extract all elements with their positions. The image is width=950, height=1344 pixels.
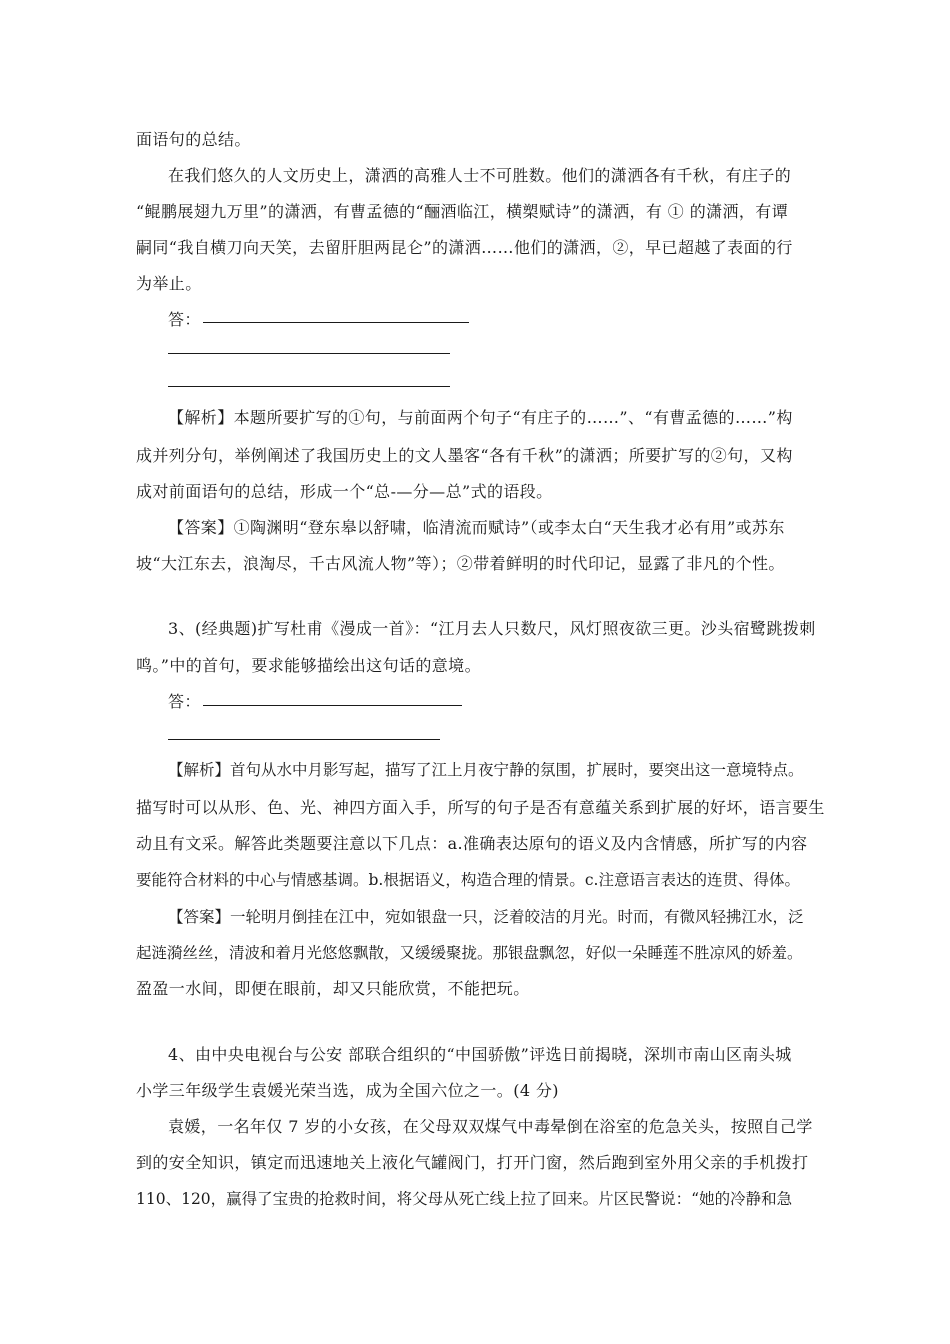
answer-line: 盈盈一水间，即便在眼前，却又只能欣赏，不能把玩。 xyxy=(136,979,530,998)
analysis-line: 【解析】本题所要扩写的①句，与前面两个句子“有庄子的……”、“有曹孟德的……”构 xyxy=(168,408,793,427)
answer-label: 答： xyxy=(168,310,201,329)
question-line: 3、(经典题)扩写杜甫《漫成一首》：“江月去人只数尺，风灯照夜欲三更。沙头宿鹭跳拨刺 xyxy=(168,619,816,638)
passage-line: 到的安全知识，镇定而迅速地关上液化气罐阀门，打开门窗，然后跑到室外用父亲的手机拨打 xyxy=(136,1153,809,1172)
analysis-line: 描写时可以从形、色、光、神四方面入手，所写的句子是否有意蕴关系到扩展的好坏，语言要生 xyxy=(136,798,825,817)
analysis-line: 成对前面语句的总结，形成一个“总-—分—总”式的语段。 xyxy=(136,482,553,501)
analysis-line: 动且有文采。解答此类题要注意以下几点：a.准确表达原句的语义及内含情感，所扩写的内容 xyxy=(136,834,808,853)
text-line: 为举止。 xyxy=(136,274,202,293)
text-line: 在我们悠久的人文历史上，潇洒的高雅人士不可胜数。他们的潇洒各有千秋，有庄子的 xyxy=(168,166,792,185)
analysis-line: 成并列分句，举例阐述了我国历史上的文人墨客“各有千秋”的潇洒；所要扩写的②句，又构 xyxy=(136,446,793,465)
answer-blank xyxy=(168,386,450,387)
text-line: 面语句的总结。 xyxy=(136,130,251,149)
passage-line: 袁媛，一名年仅 7 岁的小女孩，在父母双双煤气中毒晕倒在浴室的危急关头，按照自己学 xyxy=(168,1117,813,1136)
answer-line: 起涟漪丝丝，清波和着月光悠悠飘散，又缓缓聚拢。那银盘飘忽，好似一朵睡莲不胜凉风的娇羞。 xyxy=(136,944,803,962)
analysis-line: 【解析】首句从水中月影写起，描写了江上月夜宁静的氛围，扩展时，要突出这一意境特点。 xyxy=(168,761,804,779)
text-line: “鲲鹏展翅九万里”的潇洒，有曹孟德的“酾酒临江，横槊赋诗”的潇洒，有 ① 的潇洒，有谭 xyxy=(136,202,789,221)
question-line: 小学三年级学生袁媛光荣当选，成为全国六位之一。(4 分) xyxy=(136,1081,559,1100)
text-line: 嗣同“我自横刀向天笑，去留肝胆两昆仑”的潇洒……他们的潇洒，②，早已超越了表面的行 xyxy=(136,238,793,257)
answer-blank xyxy=(168,739,440,740)
answer-blank xyxy=(203,705,462,706)
analysis-line: 要能符合材料的中心与情感基调。b.根据语义，构造合理的情景。c.注意语言表达的连贯、得体。 xyxy=(136,871,800,889)
answer-blank xyxy=(168,353,450,354)
answer-line: 【答案】①陶渊明“登东皋以舒啸，临清流而赋诗”（或李太白“天生我才必有用”或苏东 xyxy=(168,518,785,537)
answer-line: 坡“大江东去，浪淘尽，千古风流人物”等）；②带着鲜明的时代印记，显露了非凡的个性。 xyxy=(136,554,785,573)
answer-line: 【答案】一轮明月倒挂在江中，宛如银盘一只，泛着皎洁的月光。时而，有微风轻拂江水，泛 xyxy=(168,908,804,926)
question-line: 4、由中央电视台与公安 部联合组织的“中国骄傲”评选日前揭晓，深圳市南山区南头城 xyxy=(168,1045,792,1064)
passage-line: 110、120，赢得了宝贵的抢救时间，将父母从死亡线上拉了回来。片区民警说：“她的冷静和急 xyxy=(136,1190,793,1208)
answer-blank xyxy=(203,322,469,323)
answer-label: 答： xyxy=(168,692,201,711)
question-line: 鸣。”中的首句，要求能够描绘出这句话的意境。 xyxy=(136,656,481,675)
